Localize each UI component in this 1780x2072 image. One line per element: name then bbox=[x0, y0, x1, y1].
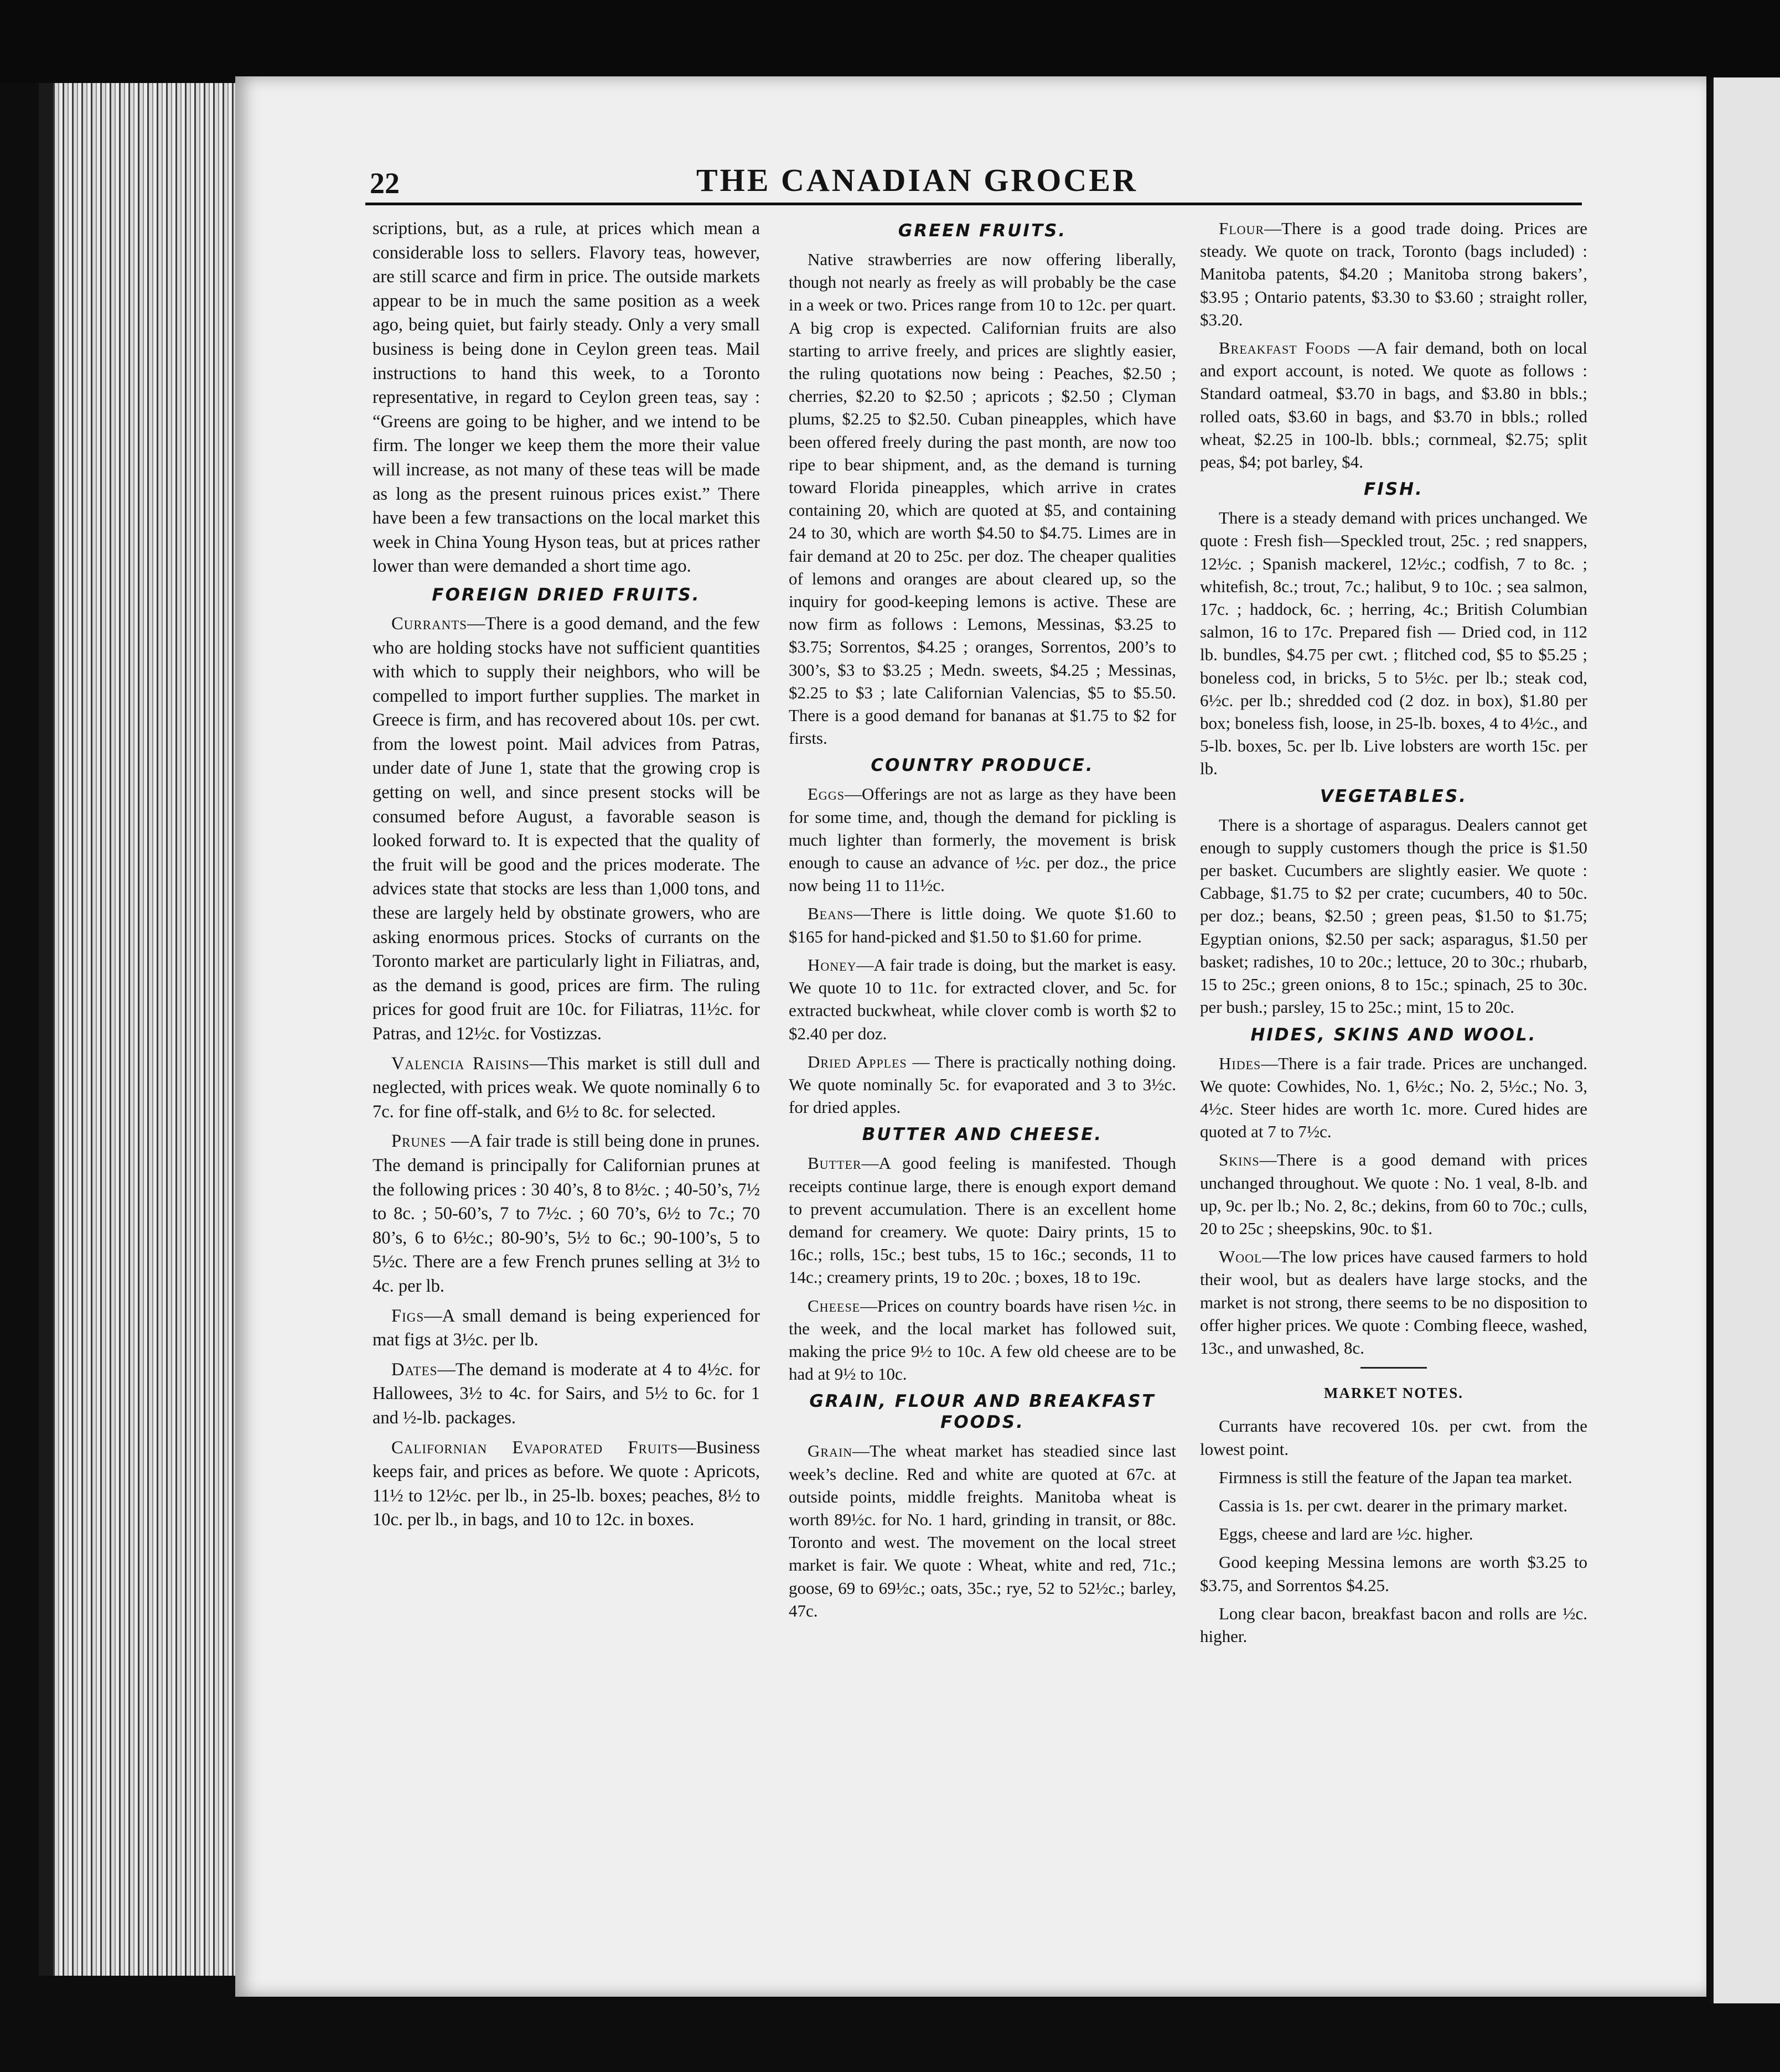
heading-grain-flour-breakfast: GRAIN, FLOUR AND BREAKFAST FOODS. bbox=[809, 1391, 1156, 1433]
breakfast-lead: Breakfast Foods bbox=[1219, 338, 1351, 358]
heading-fish: FISH. bbox=[1364, 479, 1424, 500]
market-note: Long clear bacon, breakfast bacon and rolls are ½c. higher. bbox=[1200, 1603, 1587, 1646]
heading-country-produce: COUNTRY PRODUCE. bbox=[871, 755, 1094, 776]
dates-text: —The demand is moderate at 4 to 4½c. for Hallowees, 3½ to 4c. for Sairs, and 5½ to 6c. for 1 and ½-lb. packages. bbox=[372, 1359, 760, 1428]
skins-text: —There is a good demand with prices unchanged throughout. We quote : No. 1 veal, 8-lb. and up, 9c. per lb.; No. 2, 8c.; dekins, from 60 to 70c.; culls, 20 to 25c ; sheepskins, 90c. to $1. bbox=[1200, 1150, 1587, 1238]
californian-text: —Business keeps fair, and prices as before. We quote : Apricots, 11½ to 12½c. per lb., in 25-lb. boxes; peaches, 8½ to 10c. per lb., in bags, and 10 to 12c. in boxes. bbox=[372, 1437, 760, 1530]
heading-vegetables: VEGETABLES. bbox=[1320, 786, 1468, 806]
next-page-edge bbox=[1710, 77, 1780, 2003]
page-number: 22 bbox=[370, 167, 400, 200]
masthead-title: THE CANADIAN GROCER bbox=[696, 162, 1138, 198]
wool-paragraph bbox=[1200, 1245, 1587, 1359]
grain-lead: Grain bbox=[808, 1441, 853, 1461]
fish-paragraph: There is a steady demand with prices unchanged. We quote : Fresh fish—Speckled trout, 25c. ; red snappers, 12½c. ; Spanish mackerel, 12½c.; codfish, 7 to 8c. ; whitefish, 8c.; trout, 7c.; halibut, 9 to 10c. ; sea salmon, 17c. ; haddock, 6c. ; herring, 4c.; British Columbian salmon, 16 to 17c. Prepared fish — Dried cod, in 112 lb. bundles, $4.75 per cwt. ; flitched cod, $5 to $5.25 ; boneless cod, in bricks, 5 to 5½c. per lb.; steak cod, 6½c. per lb.; shredded cod (2 doz. in box), $1.80 per box; boneless fish, loose, in 25-lb. boxes, 4 to 4½c., and 5-lb. boxes, 5c. per lb. Live lobsters are worth 15c. per lb. bbox=[1200, 508, 1587, 779]
flour-text: —There is a good trade doing. Prices are steady. We quote on track, Toronto (bags included) : Manitoba patents, $4.20 ; Manitoba strong bakers’, $3.95 ; Ontario patents, $3.30 to $3.60 ; straight roller, $3.20. bbox=[1200, 219, 1587, 329]
dates-lead: Dates bbox=[391, 1359, 438, 1380]
dates-paragraph bbox=[372, 1358, 760, 1431]
scan-background bbox=[0, 0, 1780, 83]
figs-text: —A small demand is being experienced for mat figs at 3½c. per lb. bbox=[372, 1306, 760, 1350]
bound-page-edges bbox=[39, 83, 250, 1976]
honey-paragraph bbox=[789, 954, 1176, 1045]
cheese-lead: Cheese bbox=[808, 1296, 861, 1315]
market-note: Eggs, cheese and lard are ½c. higher. bbox=[1219, 1524, 1473, 1544]
hides-lead: Hides bbox=[1219, 1053, 1261, 1073]
californian-paragraph bbox=[372, 1436, 760, 1532]
valencia-lead: Valencia Raisins bbox=[391, 1053, 530, 1074]
breakfast-text: —A fair demand, both on local and export account, is noted. We quote as follows : Standard oatmeal, $3.70 in bags, and $3.80 in bbls.; rolled oats, $3.60 in bags, and $3.70 in bbls.; rolled wheat, $2.25 in 100-lb. bbls.; cornmeal, $2.75; split peas, $4; pot barley, $4. bbox=[1200, 338, 1587, 472]
valencia-text: —This market is still dull and neglected, with prices weak. We quote nominally 6 to 7c. for fine off-stalk, and 6½ to 8c. for selected. bbox=[372, 1053, 760, 1122]
column-1 bbox=[372, 217, 760, 1538]
heading-market-notes: MARKET NOTES. bbox=[1323, 1385, 1464, 1402]
market-note: Cassia is 1s. per cwt. dearer in the primary market. bbox=[1219, 1495, 1568, 1515]
market-note: Good keeping Messina lemons are worth $3.25 to $3.75, and Sorrentos $4.25. bbox=[1200, 1552, 1587, 1595]
dried-apples-lead: Dried Apples bbox=[808, 1051, 907, 1071]
flour-paragraph bbox=[1200, 217, 1587, 331]
eggs-text: —Offerings are not as large as they have been for some time, and, though the demand for pickling is much lighter than formerly, the movement is brisk enough to cause an advance of ½c. per doz., the price now being 11 to 11½c. bbox=[789, 784, 1176, 895]
flour-lead: Flour bbox=[1219, 219, 1265, 238]
hides-text: —There is a fair trade. Prices are unchanged. We quote: Cowhides, No. 1, 6½c.; No. 2, 5½c.; No. 3, 4½c. Steer hides are worth 1c. more. Cured hides are quoted at 7 to 7½c. bbox=[1200, 1053, 1587, 1142]
cheese-paragraph bbox=[789, 1294, 1176, 1386]
figs-lead: Figs bbox=[391, 1306, 425, 1326]
butter-lead: Butter bbox=[808, 1153, 862, 1173]
skins-paragraph bbox=[1200, 1148, 1587, 1240]
breakfast-paragraph bbox=[1200, 336, 1587, 473]
dried-apples-paragraph bbox=[789, 1050, 1176, 1119]
beans-paragraph bbox=[789, 902, 1176, 947]
honey-text: —A fair trade is doing, but the market is easy. We quote 10 to 11c. for extracted clover, and 5c. for extracted buckwheat, while clover comb is worth $2 to $2.40 per doz. bbox=[789, 955, 1176, 1043]
heading-hides-skins-wool: HIDES, SKINS AND WOOL. bbox=[1250, 1024, 1537, 1045]
heading-foreign-dried-fruits: FOREIGN DRIED FRUITS. bbox=[432, 584, 701, 605]
vegetables-paragraph: There is a shortage of asparagus. Dealers cannot get enough to supply customers though the price is $1.50 per basket. Cucumbers are slightly easier. We quote : Cabbage, $1.75 to $2 per crate; cucumbers, 40 to 50c. per doz.; beans, $2.50 ; green peas, $1.50 to $1.75; Egyptian onions, $2.50 per sack; asparagus, $1.50 per basket; radishes, 10 to 20c.; lettuce, 20 to 30c.; rhubarb, 15 to 25c.; green onions, 8 to 15c.; spinach, 25 to 30c. per bush.; parsley, 15 to 25c.; mint, 15 to 20c. bbox=[1200, 815, 1587, 1017]
eggs-lead: Eggs bbox=[808, 784, 845, 804]
currants-lead: Currants bbox=[391, 613, 468, 634]
wool-text: —The low prices have caused farmers to hold their wool, but as dealers have large stocks, and the market is not strong, there seems to be no disposition to offer higher prices. We quote : Combing fleece, washed, 13c., and unwashed, 8c. bbox=[1200, 1247, 1587, 1358]
tea-continuation: scriptions, but, as a rule, at prices which mean a considerable loss to sellers. Flavory teas, however, are still scarce and firm in price. The outside markets appear to be in much the same position as a week ago, being quiet, but fairly steady. Only a very small business is being done in Ceylon green teas. Mail instructions to hand this week, to a Toronto representative, in regard to Ceylon green teas, say : “Greens are going to be higher, and we intend to be firm. The longer we keep them the more their value will increase, as not many of these teas will be made as long as the present ruinous prices exist.” There have been a few transactions on the local market this week in China Young Hyson teas, but at prices rather lower than were demanded a short time ago. bbox=[372, 219, 760, 577]
valencia-paragraph bbox=[372, 1052, 760, 1125]
column-3 bbox=[1200, 217, 1587, 1653]
currants-text: —There is a good demand, and the few who are holding stocks have not sufficient quantities with which to supply their neighbors, who will be compelled to import further supplies. The market in Greece is firm, and has recovered about 10s. per cwt. from the lowest point. Mail advices from Patras, under date of June 1, state that the growing crop is getting on well, and since present stocks will be consumed before August, a favorable season is looked forward to. It is expected that the quality of the fruit will be good and the prices moderate. The advices state that stocks are less than 1,000 tons, and these are largely held by obstinate growers, who are asking enormous prices. Stocks of currants on the Toronto market are particularly light in Filiatras, and, as the demand is good, prices are firm. The ruling prices for good fruit are 10c. for Filiatras, 11½c. for Patras, and 12½c. for Vostizzas. bbox=[372, 613, 760, 1044]
californian-lead: Californian Evaporated Fruits bbox=[391, 1437, 678, 1458]
grain-text: —The wheat market has steadied since last week’s decline. Red and white are quoted at 67c. at outside points, middle freights. Manitoba wheat is worth 89½c. for No. 1 hard, grinding in transit, or 88c. Toronto and west. The movement on the local street market is fair. We quote : Wheat, white and red, 71c.; goose, 69 to 69½c.; oats, 35c.; rye, 52 to 52½c.; barley, 47c. bbox=[789, 1441, 1176, 1620]
beans-lead: Beans bbox=[808, 904, 854, 924]
column-2 bbox=[789, 217, 1176, 1628]
skins-lead: Skins bbox=[1219, 1150, 1260, 1170]
beans-text: —There is little doing. We quote $1.60 to $165 for hand-picked and $1.50 to $1.60 for prime. bbox=[789, 904, 1176, 946]
market-note: Currants have recovered 10s. per cwt. from the lowest point. bbox=[1200, 1416, 1587, 1459]
butter-paragraph bbox=[789, 1152, 1176, 1288]
section-divider bbox=[1360, 1367, 1427, 1369]
honey-lead: Honey bbox=[808, 955, 857, 975]
prunes-text: —A fair trade is still being done in prunes. The demand is principally for Californian prunes at the following prices : 30 40’s, 8 to 8½c. ; 40-50’s, 7½ to 8c. ; 50-60’s, 7 to 7½c. ; 60 70’s, 6½ to 7c.; 70 80’s, 6 to 6½c.; 80-90’s, 5½ to 6c.; 90-100’s, 5 to 5½c. There are a few French prunes selling at 3½ to 4c. per lb. bbox=[372, 1131, 760, 1296]
hides-paragraph bbox=[1200, 1052, 1587, 1143]
grain-paragraph bbox=[789, 1439, 1176, 1622]
prunes-lead: Prunes bbox=[391, 1131, 447, 1152]
figs-paragraph bbox=[372, 1304, 760, 1353]
eggs-paragraph bbox=[789, 783, 1176, 897]
butter-text: —A good feeling is manifested. Though receipts continue large, there is enough export demand to prevent accumulation. There is an excellent home demand for creamery. We quote: Dairy prints, 15 to 16c.; rolls, 15c.; best tubs, 15 to 16c.; seconds, 11 to 14c.; creamery prints, 19 to 20c. ; boxes, 18 to 19c. bbox=[789, 1153, 1176, 1287]
prunes-paragraph bbox=[372, 1130, 760, 1298]
currants-paragraph bbox=[372, 612, 760, 1047]
market-note: Firmness is still the feature of the Japan tea market. bbox=[1219, 1467, 1572, 1487]
heading-butter-and-cheese: BUTTER AND CHEESE. bbox=[862, 1125, 1103, 1145]
dried-apples-text: — There is practically nothing doing. We quote nominally 5c. for evaporated and 3 to 3½c. for dried apples. bbox=[789, 1051, 1176, 1117]
green-fruits-paragraph: Native strawberries are now offering liberally, though not nearly as freely as will probably be the case in a week or two. Prices range from 10 to 12c. per quart. A big crop is expected. Californian fruits are also starting to arrive freely, and prices are slightly easier, the ruling quotations now being : Peaches, $2.50 ; cherries, $2.20 to $2.50 ; apricots ; $2.50 ; Clyman plums, $2.25 to $2.50. Cuban pineapples, which have been offered freely during the past month, are now too ripe to bear shipment, and, as the demand is turning toward Florida pineapples, which arrive in crates containing 20, which are quoted at $5, and containing 24 to 30, which are worth $4.50 to $4.75. Limes are in fair demand at 20 to 25c. per doz. The cheaper qualities of lemons and oranges are about cleared up, so the inquiry for good-keeping lemons is active. These are now firm as follows : Lemons, Messinas, $3.25 to $3.75; Sorrentos, $4.25 ; oranges, Sorrentos, 200’s to 300’s, $3 to $3.25 ; Medn. sweets, $4.25 ; Messinas, $2.25 to $3 ; late Californian Valencias, $5 to $5.50. There is a good demand for bananas at $1.75 to $2 for firsts. bbox=[789, 250, 1176, 748]
wool-lead: Wool bbox=[1219, 1247, 1262, 1267]
cheese-text: —Prices on country boards have risen ½c. in the week, and the local market has followed suit, making the price 9½ to 10c. A few old cheese are to be had at 9½ to 10c. bbox=[789, 1296, 1176, 1384]
header-rule bbox=[365, 203, 1582, 205]
heading-green-fruits: GREEN FRUITS. bbox=[898, 221, 1067, 241]
